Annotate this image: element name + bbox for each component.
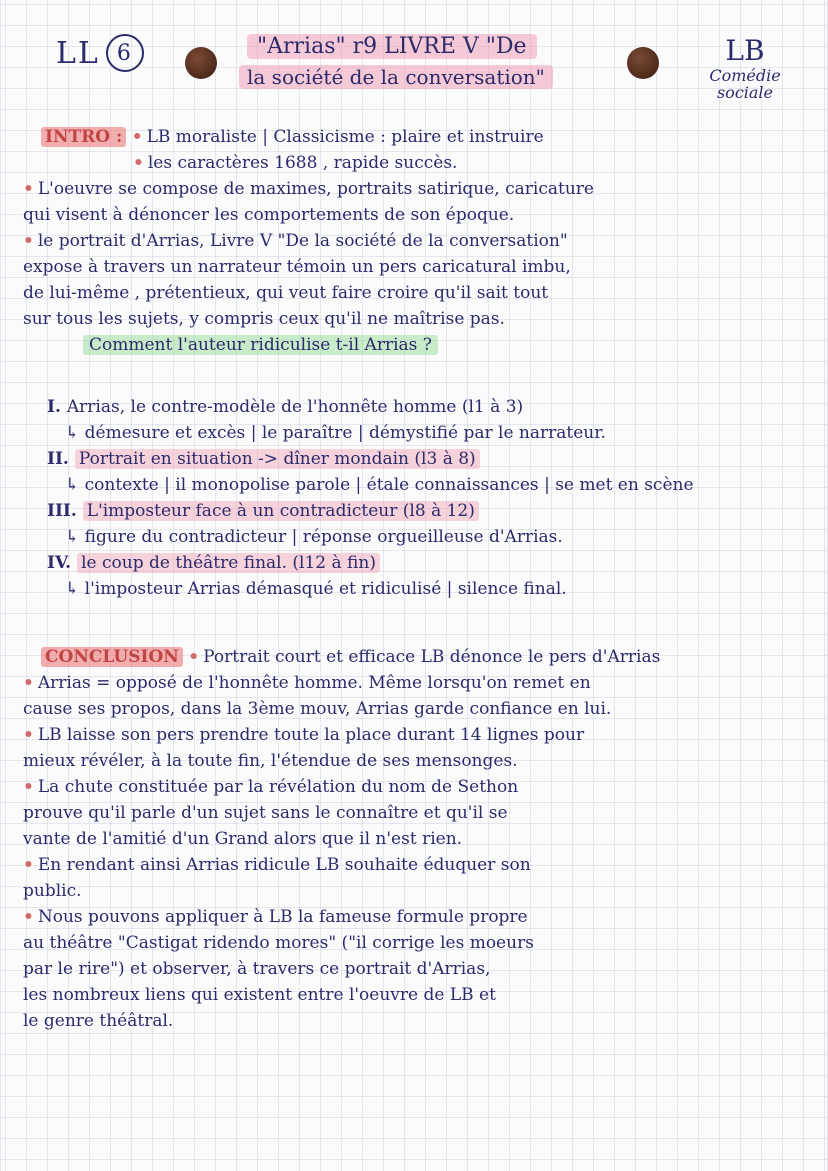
conclusion-line: vante de l'amitié d'un Grand alors que il n'est rien. <box>23 829 463 849</box>
ll-number-circle: 6 <box>106 34 144 72</box>
intro-line: qui visent à dénoncer les comportements de son époque. <box>23 205 515 225</box>
bullet-icon: • <box>133 153 144 173</box>
intro-line <box>23 228 813 254</box>
intro-line: sur tous les sujets, y compris ceux qu'il ne maîtrise pas. <box>23 309 505 329</box>
plan-sub: ↳ figure du contradicteur | réponse orgueilleuse d'Arrias. <box>65 527 563 547</box>
conclusion-line: par le rire") et observer, à travers ce portrait d'Arrias, <box>23 959 491 979</box>
plan-part <box>47 446 817 472</box>
bullet-icon: • <box>23 725 34 745</box>
bullet-icon: • <box>23 179 34 199</box>
part-number: I. <box>47 397 61 417</box>
genre-line-1: Comédie <box>709 66 781 85</box>
part-number: III. <box>47 501 77 521</box>
plan-part <box>47 498 817 524</box>
part-number: IV. <box>47 553 72 573</box>
conclusion-line <box>23 644 813 670</box>
ll-text: LL <box>56 35 100 71</box>
genre-line-2: sociale <box>716 83 774 102</box>
plan-sub: ↳ l'imposteur Arrias démasqué et ridiculisé | silence final. <box>65 579 567 599</box>
conclusion-line: prouve qu'il parle d'un sujet sans le connaître et qu'il se <box>23 803 508 823</box>
intro-section <box>23 124 813 358</box>
conclusion-line: le genre théâtral. <box>23 1011 174 1031</box>
binder-hole-right <box>627 47 659 79</box>
conclusion-line: cause ses propos, dans la 3ème mouv, Arrias garde confiance en lui. <box>23 699 612 719</box>
plan-part <box>47 394 817 420</box>
intro-text: L'oeuvre se compose de maximes, portraits satirique, caricature <box>37 179 594 199</box>
plan-part <box>47 550 817 576</box>
bullet-icon: • <box>23 673 34 693</box>
lecture-lineaire-label <box>56 34 144 72</box>
plan-sub: ↳ démesure et excès | le paraître | démystifié par le narrateur. <box>65 423 606 443</box>
conclusion-line <box>23 670 813 696</box>
bullet-icon: • <box>23 907 34 927</box>
part-title: L'imposteur face à un contradicteur (l8 à 12) <box>83 501 479 521</box>
author-initials: LB <box>725 34 765 67</box>
intro-text: le portrait d'Arrias, Livre V "De la société de la conversation" <box>37 231 568 251</box>
bullet-icon: • <box>188 647 200 667</box>
conclusion-line <box>23 722 813 748</box>
plan-sub: ↳ contexte | il monopolise parole | étale connaissances | se met en scène <box>65 475 694 495</box>
plan-section <box>47 394 817 602</box>
title-line-2: la société de la conversation" <box>239 65 553 89</box>
conclusion-section <box>23 644 813 1034</box>
intro-text: LB moraliste | Classicisme : plaire et instruire <box>146 127 544 147</box>
conclusion-line <box>23 774 813 800</box>
conclusion-line: les nombreux liens qui existent entre l'oeuvre de LB et <box>23 985 496 1005</box>
conclusion-text: Arrias = opposé de l'honnête homme. Même lorsqu'on remet en <box>37 673 591 693</box>
part-title: Arrias, le contre-modèle de l'honnête homme (l1 à 3) <box>66 397 524 417</box>
intro-line: expose à travers un narrateur témoin un pers caricatural imbu, <box>23 257 571 277</box>
part-number: II. <box>47 449 69 469</box>
part-title: le coup de théâtre final. (l12 à fin) <box>77 553 380 573</box>
bullet-icon: • <box>23 855 34 875</box>
conclusion-text: LB laisse son pers prendre toute la place durant 14 lignes pour <box>37 725 585 745</box>
title-line-1: "Arrias" r9 LIVRE V "De <box>247 34 537 59</box>
conclusion-line: au théâtre "Castigat ridendo mores" ("il corrige les moeurs <box>23 933 534 953</box>
conclusion-line: public. <box>23 881 82 901</box>
intro-line: de lui-même , prétentieux, qui veut faire croire qu'il sait tout <box>23 283 549 303</box>
conclusion-text: Nous pouvons appliquer à LB la fameuse formule propre <box>37 907 528 927</box>
page-title <box>239 34 619 89</box>
conclusion-line <box>23 904 813 930</box>
intro-text: les caractères 1688 , rapide succès. <box>147 153 458 173</box>
bullet-icon: • <box>23 777 34 797</box>
bullet-icon: • <box>23 231 34 251</box>
conclusion-text: La chute constituée par la révélation du nom de Sethon <box>37 777 519 797</box>
intro-line <box>23 176 813 202</box>
conclusion-label: CONCLUSION <box>41 647 183 667</box>
intro-line <box>23 124 813 150</box>
part-title: Portrait en situation -> dîner mondain (l3 à 8) <box>75 449 480 469</box>
conclusion-line <box>23 852 813 878</box>
conclusion-line: mieux révéler, à la toute fin, l'étendue de ses mensonges. <box>23 751 518 771</box>
intro-label: INTRO : <box>41 127 126 147</box>
problematique: Comment l'auteur ridiculise t-il Arrias ? <box>83 335 438 355</box>
problematique-line <box>23 332 813 358</box>
conclusion-text: En rendant ainsi Arrias ridicule LB souhaite éduquer son <box>37 855 531 875</box>
intro-line <box>23 150 813 176</box>
binder-hole-left <box>185 47 217 79</box>
conclusion-text: Portrait court et efficace LB dénonce le pers d'Arrias <box>203 647 661 667</box>
bullet-icon: • <box>131 127 143 147</box>
author-genre-label <box>685 34 805 101</box>
